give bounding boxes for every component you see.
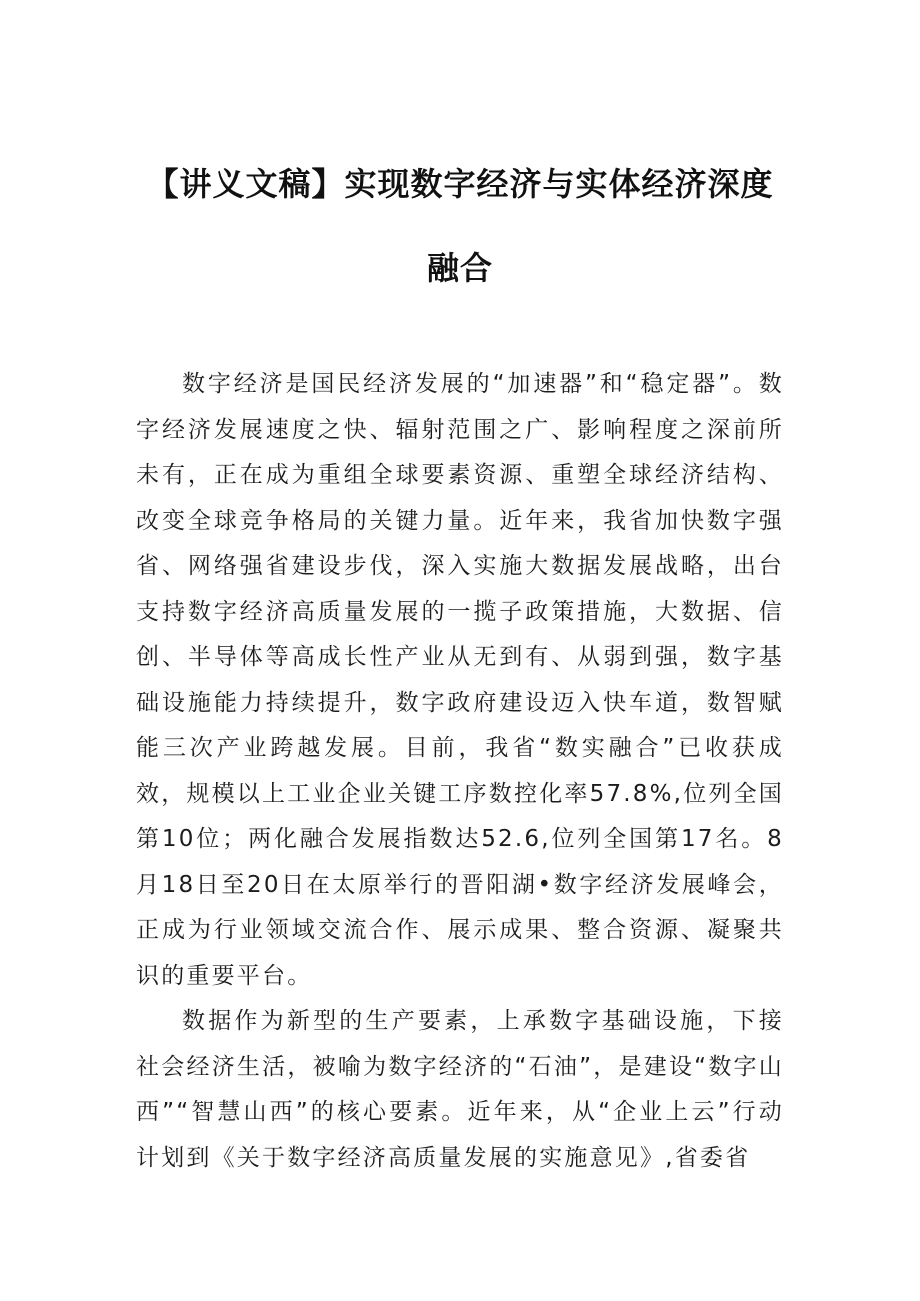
title-line-1: 【讲义文稿】实现数字经济与实体经济深度 — [146, 165, 774, 203]
title-line-2: 融合 — [426, 249, 493, 287]
document-body — [136, 362, 784, 1181]
paragraph-1: 数字经济是国民经济发展的“加速器”和“稳定器”。数字经济发展速度之快、辐射范围之广、影响程度之深前所未有，正在成为重组全球要素资源、重塑全球经济结构、改变全球竞争格局的关键力量。近年来，我省加快数字强省、网络强省建设步伐，深入实施大数据发展战略，出台支持数字经济高质量发展的一揽子政策措施，大数据、信创、半导体等高成长性产业从无到有、从弱到强，数字基础设施能力持续提升，数字政府建设迈入快车道，数智赋能三次产业跨越发展。目前，我省“数实融合”已收获成效，规模以上工业企业关键工序数控化率57.8%,位列全国第10位；两化融合发展指数达52.6,位列全国第17名。8月18日至20日在太原举行的晋阳湖•数字经济发展峰会，正成为行业领域交流合作、展示成果、整合资源、凝聚共识的重要平台。 — [136, 371, 784, 989]
paragraph-2: 数据作为新型的生产要素，上承数字基础设施，下接社会经济生活，被喻为数字经济的“石油”，是建设“数字山西”“智慧山西”的核心要素。近年来，从“企业上云”行动计划到《关于数字经济高质量发展的实施意见》,省委省 — [136, 1008, 784, 1171]
document-title — [120, 142, 800, 310]
